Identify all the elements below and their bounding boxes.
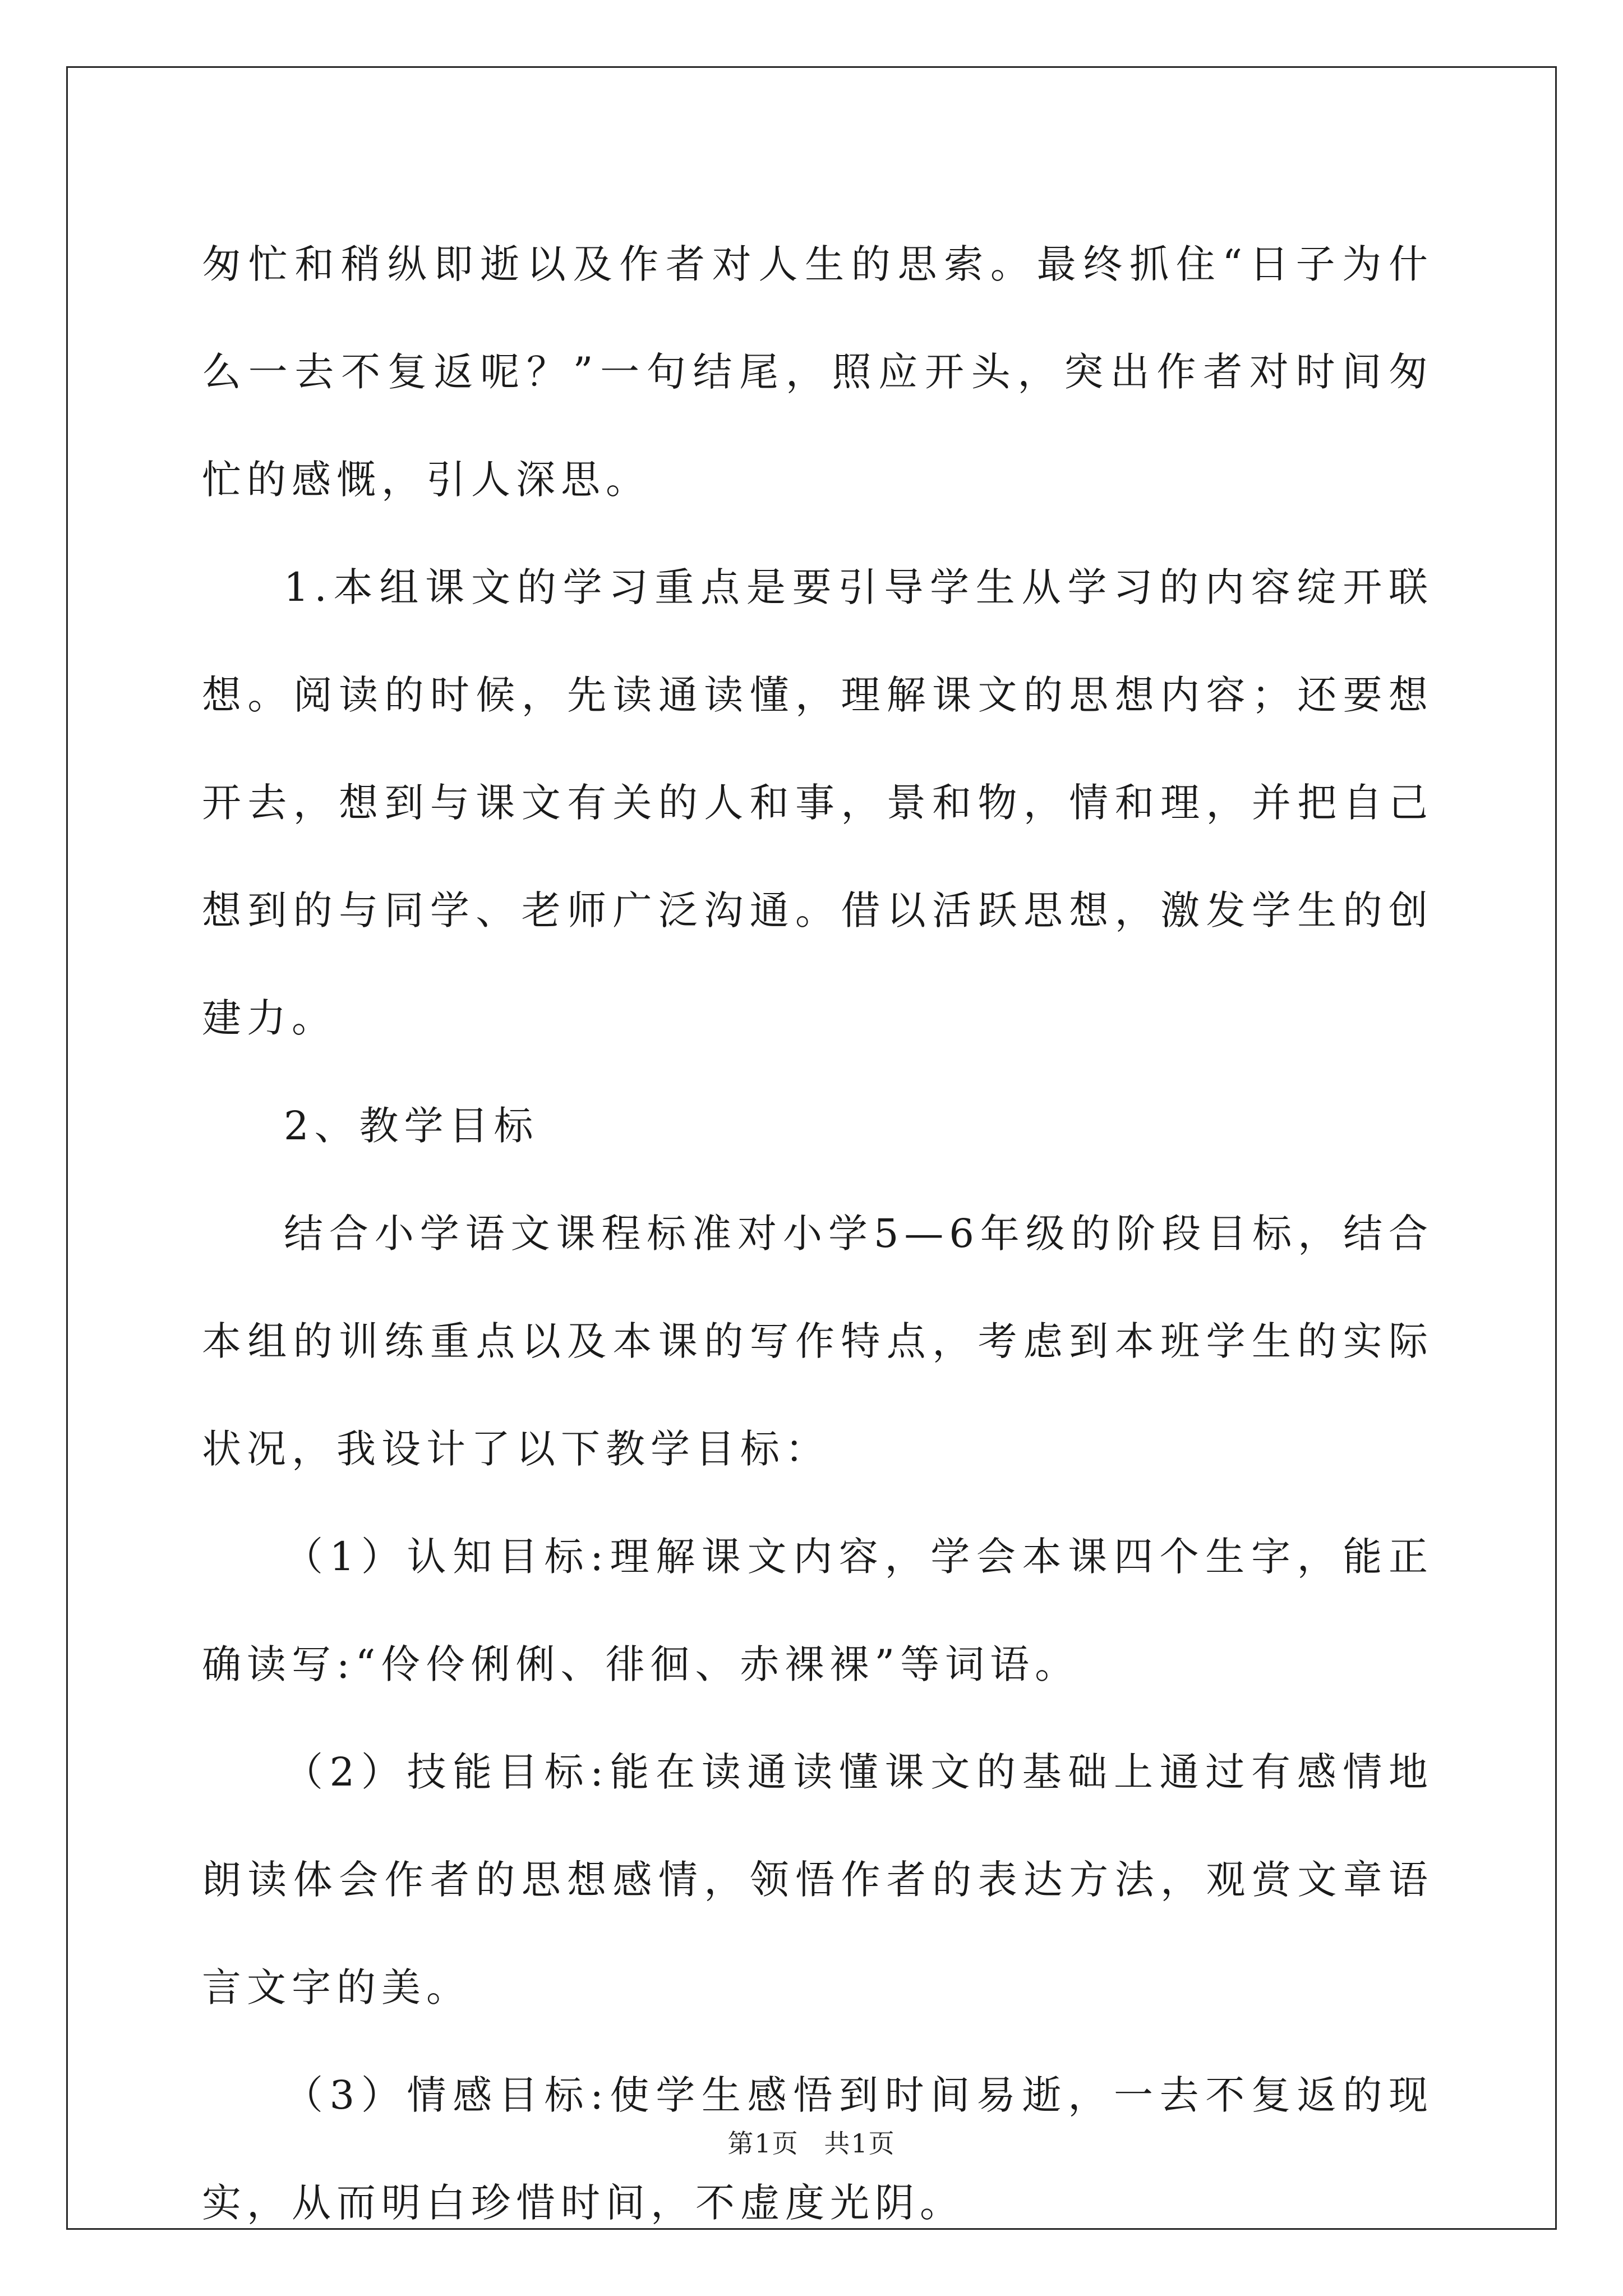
page-number-total: 共1页 bbox=[824, 2128, 896, 2159]
goal-emotional: （3）情感目标:使学生感悟到时间易逝，一去不复返的现实，从而明白珍惜时间，不虚度光阴。 bbox=[202, 2072, 1433, 2226]
page-number-current: 第1页 bbox=[727, 2128, 799, 2159]
paragraph-2: 1.本组课文的学习重点是要引导学生从学习的内容绽开联想。阅读的时候，先读通读懂，理解课文的思想内容；还要想开去，想到与课文有关的人和事，景和物，情和理，并把自己想到的与同学、老师广泛沟通。借以活跃思想，激发学生的创建力。 bbox=[202, 564, 1433, 1041]
paragraph-4: 结合小学语文课程标准对小学5—6年级的阶段目标，结合本组的训练重点以及本课的写作特点，考虑到本班学生的实际状况，我设计了以下教学目标： bbox=[202, 1211, 1433, 1472]
paragraph-1: 匆忙和稍纵即逝以及作者对人生的思索。最终抓住“日子为什么一去不复返呢？”一句结尾，照应开头，突出作者对时间匆忙的感慨，引人深思。 bbox=[202, 241, 1433, 503]
section-heading-teaching-goals: 2、教学目标 bbox=[284, 1103, 539, 1149]
page-footer bbox=[0, 2123, 1623, 2160]
goal-skill: （2）技能目标:能在读通读懂课文的基础上通过有感情地朗读体会作者的思想感情，领悟作者的表达方法，观赏文章语言文字的美。 bbox=[202, 1749, 1433, 2010]
goal-cognitive: （1）认知目标:理解课文内容，学会本课四个生字，能正确读写:“伶伶俐俐、徘徊、赤裸裸”等词语。 bbox=[202, 1534, 1433, 1687]
document-body bbox=[202, 210, 1433, 2257]
